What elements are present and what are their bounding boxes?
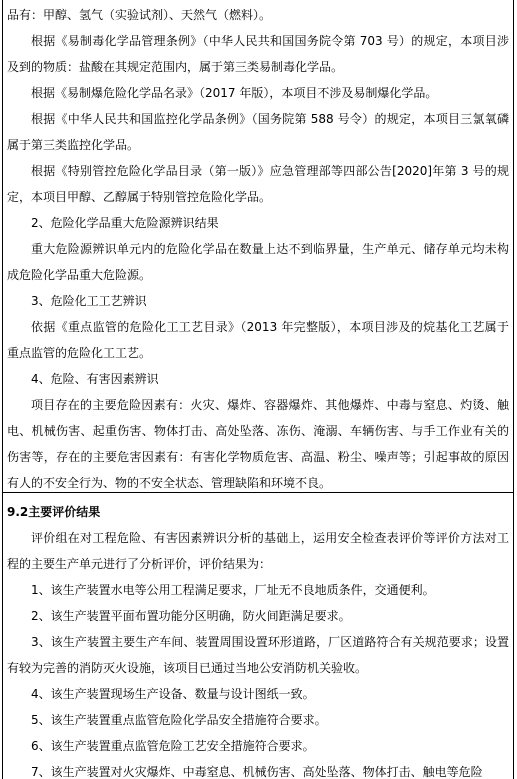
paragraph-special-control-chemicals: 根据《特别管控危险化学品目录（第一版）》应急管理部等四部公告[2020]年第 3 号的规定，本项目甲醇、乙醇属于特别管控危险化学品。	[7, 164, 509, 204]
result-item-1: 1、该生产装置水电等公用工程满足要求，厂址无不良地质条件，交通便利。	[31, 583, 435, 597]
result-item-6: 6、该生产装置重点监管危险工艺安全措施符合要求。	[31, 739, 315, 753]
paragraph-hazardous-process-result: 依据《重点监管的危险化工工艺目录》（2013 年完整版），本项目涉及的烷基化工艺属于重点监管的危险化工工艺。	[7, 320, 509, 360]
result-item-3: 3、该生产装置主要生产车间、装置周围设置环形道路，厂区道路符合有关规范要求；设置有较为完善的消防灭火设施，该项目已通过当地公安消防机关验收。	[7, 635, 509, 675]
result-item-7: 7、该生产装置对火灾爆炸、中毒窒息、机械伤害、高处坠落、物体打击、触电等危险	[31, 765, 483, 779]
hazard-identification-section	[3, 0, 513, 493]
paragraph-explosive-precursors: 根据《易制爆危险化学品名录》（2017 年版），本项目不涉及易制爆化学品。	[31, 86, 438, 100]
paragraph-evaluation-intro: 评价组在对工程危险、有害因素辨识分析的基础上，运用安全检查表评价等评价方法对工程的主要生产单元进行了分析评价，评价结果为：	[7, 531, 509, 571]
subheading-hazard-factors: 4、危险、有害因素辨识	[31, 372, 159, 386]
section-heading: 9.2主要评价结果	[7, 505, 101, 519]
paragraph-monitored-chemicals: 根据《中华人民共和国监控化学品条例》（国务院第 588 号令）的规定，本项目三氯氧磷属于第三类监控化学品。	[7, 112, 509, 152]
result-item-4: 4、该生产装置现场生产设备、数量与设计图纸一致。	[31, 687, 315, 701]
paragraph-hazard-factors: 项目存在的主要危险因素有：火灾、爆炸、容器爆炸、其他爆炸、中毒与窒息、灼烫、触电、机械伤害、起重伤害、物体打击、高处坠落、冻伤、淹溺、车辆伤害、与手工作业有关的伤害等，存在的主要危害因素有：有害化学物质危害、高温、粉尘、噪声等；引起事故的原因有人的不安全行为、物的不安全状态、管理缺陷和环境不良。	[7, 398, 509, 490]
paragraph-major-hazard-result: 重大危险源辨识单元内的危险化学品在数量上达不到临界量，生产单元、储存单元均未构成危险化学品重大危险源。	[7, 242, 509, 282]
document-frame	[2, 0, 514, 779]
result-item-2: 2、该生产装置平面布置功能分区明确，防火间距满足要求。	[31, 609, 351, 623]
paragraph-continued: 品有：甲醇、氢气（实验试剂）、天然气（燃料）。	[7, 8, 272, 22]
result-item-5: 5、该生产装置重点监管危险化学品安全措施符合要求。	[31, 713, 327, 727]
subheading-hazardous-process: 3、危险化工工艺辨识	[31, 294, 147, 308]
main-evaluation-results-section	[3, 493, 513, 779]
paragraph-precursor-chemicals: 根据《易制毒化学品管理条例》（中华人民共和国国务院令第 703 号）的规定，本项目涉及到的物质：盐酸在其规定范围内，属于第三类易制毒化学品。	[7, 34, 509, 74]
subheading-major-hazard-source: 2、危险化学品重大危险源辨识结果	[31, 216, 219, 230]
